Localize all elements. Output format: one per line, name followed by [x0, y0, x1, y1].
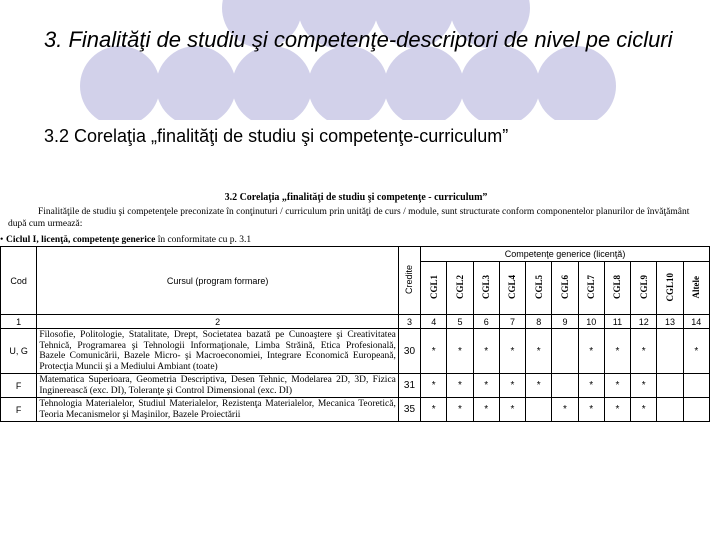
competence-mark: *: [421, 329, 447, 374]
column-number: 4: [421, 315, 447, 329]
competence-mark: [657, 374, 683, 398]
col-header-competence: [657, 262, 683, 315]
document-intro: Finalităţile de studiu şi competenţele preconizate în conţinuturi / curriculum prin unităţi de curs / module, sunt structurate conform componentelor planurilor de învăţământ după cum urmează:: [8, 207, 690, 229]
row-code: U, G: [1, 329, 37, 374]
column-number: 11: [604, 315, 630, 329]
competence-label: CGL5: [533, 274, 544, 299]
competence-label: CGL8: [612, 274, 623, 299]
competence-mark: *: [552, 398, 578, 422]
competence-mark: *: [604, 329, 630, 374]
col-header-competence: [499, 262, 525, 315]
competence-mark: *: [421, 398, 447, 422]
competence-mark: *: [526, 329, 552, 374]
competence-mark: *: [631, 374, 657, 398]
competence-mark: *: [473, 329, 499, 374]
row-course: Filosofie, Politologie, Statalitate, Drept, Societatea bazată pe Cunoaştere şi Creativitatea Tehnică, Programarea şi Tehnologii Informaţionale, Limba Străină, Etica Profesională, Bazele Comunicării, Bazele Micro- şi Macroeconomiei, Integrare Economică Europeană, Protecţia Muncii şi a Mediului Ambiant (toate): [37, 329, 399, 374]
competence-mark: *: [447, 398, 473, 422]
competence-mark: *: [499, 398, 525, 422]
col-header-code: Cod: [1, 247, 37, 315]
column-number: 7: [499, 315, 525, 329]
competence-mark: *: [499, 329, 525, 374]
col-header-competence: [552, 262, 578, 315]
competence-label: Altele: [691, 275, 702, 299]
competence-mark: [526, 398, 552, 422]
column-number: 14: [683, 315, 709, 329]
col-header-competence: [421, 262, 447, 315]
competence-label: CGL3: [481, 274, 492, 299]
table-header-row: [1, 247, 710, 262]
competence-mark: [657, 329, 683, 374]
competence-mark: *: [473, 398, 499, 422]
column-number: 3: [398, 315, 420, 329]
competence-mark: *: [473, 374, 499, 398]
group-header: Competenţe generice (licenţă): [421, 247, 710, 262]
table-row: [1, 329, 710, 374]
column-number: 8: [526, 315, 552, 329]
competence-label: CGL1: [428, 274, 439, 299]
competence-mark: *: [447, 329, 473, 374]
slide-subtitle: 3.2 Corelaţia „finalităţi de studiu şi competenţe-curriculum”: [44, 126, 509, 146]
competence-label: CGL10: [664, 272, 675, 302]
competence-mark: *: [604, 374, 630, 398]
column-number: 2: [37, 315, 399, 329]
competence-mark: [552, 374, 578, 398]
competence-mark: *: [526, 374, 552, 398]
competence-mark: *: [683, 329, 709, 374]
competence-label: CGL4: [507, 274, 518, 299]
competence-mark: *: [604, 398, 630, 422]
competence-mark: *: [499, 374, 525, 398]
cycle-title: Ciclul I, licenţă, competenţe generice: [6, 235, 156, 245]
col-header-competence: [578, 262, 604, 315]
table-row: [1, 398, 710, 422]
competence-mark: [683, 398, 709, 422]
competence-mark: [683, 374, 709, 398]
competence-mark: *: [578, 398, 604, 422]
competence-mark: [657, 398, 683, 422]
row-code: F: [1, 398, 37, 422]
document-heading: 3.2 Corelaţia „finalităţi de studiu şi competenţe - curriculum”: [224, 192, 488, 203]
column-number: 6: [473, 315, 499, 329]
competence-mark: *: [578, 329, 604, 374]
competence-label: CGL6: [559, 274, 570, 299]
competence-mark: *: [447, 374, 473, 398]
competence-mark: *: [631, 329, 657, 374]
credits-label: Credite: [404, 264, 415, 294]
col-header-competence: [526, 262, 552, 315]
col-header-competence: [447, 262, 473, 315]
table-row: [1, 374, 710, 398]
col-header-competence: [631, 262, 657, 315]
column-number: 13: [657, 315, 683, 329]
column-number-row: [1, 315, 710, 329]
column-number: 5: [447, 315, 473, 329]
col-header-credits: [398, 247, 420, 315]
column-number: 1: [1, 315, 37, 329]
row-course: Tehnologia Materialelor, Studiul Materialelor, Rezistenţa Materialelor, Mecanica Teoretică, Teoria Mecanismelor şi Maşinilor, Bazele Proiectării: [37, 398, 399, 422]
row-credits: 30: [398, 329, 420, 374]
column-number: 10: [578, 315, 604, 329]
competence-mark: [552, 329, 578, 374]
column-number: 9: [552, 315, 578, 329]
cycle-line: [0, 235, 251, 245]
col-header-competence: [604, 262, 630, 315]
competence-mark: *: [421, 374, 447, 398]
bullet-icon: •: [0, 235, 4, 245]
column-number: 12: [631, 315, 657, 329]
slide-title: 3. Finalităţi de studiu şi competenţe-descriptori de nivel pe cicluri: [44, 27, 673, 52]
cycle-note: în conformitate cu p. 3.1: [155, 235, 252, 245]
competence-mark: *: [578, 374, 604, 398]
competence-table: [0, 246, 710, 422]
document-excerpt: [0, 192, 712, 438]
competence-label: CGL7: [586, 274, 597, 299]
row-code: F: [1, 374, 37, 398]
row-course: Matematica Superioara, Geometria Descriptiva, Desen Tehnic, Modelarea 2D, 3D, Fizica Inginerească (exc. DI), Toleranţe şi Control Dimensional (exc. DI): [37, 374, 399, 398]
competence-label: CGL9: [638, 274, 649, 299]
competence-label: CGL2: [454, 274, 465, 299]
col-header-competence: [683, 262, 709, 315]
col-header-competence: [473, 262, 499, 315]
row-credits: 31: [398, 374, 420, 398]
row-credits: 35: [398, 398, 420, 422]
col-header-course: Cursul (program formare): [37, 247, 399, 315]
competence-mark: *: [631, 398, 657, 422]
